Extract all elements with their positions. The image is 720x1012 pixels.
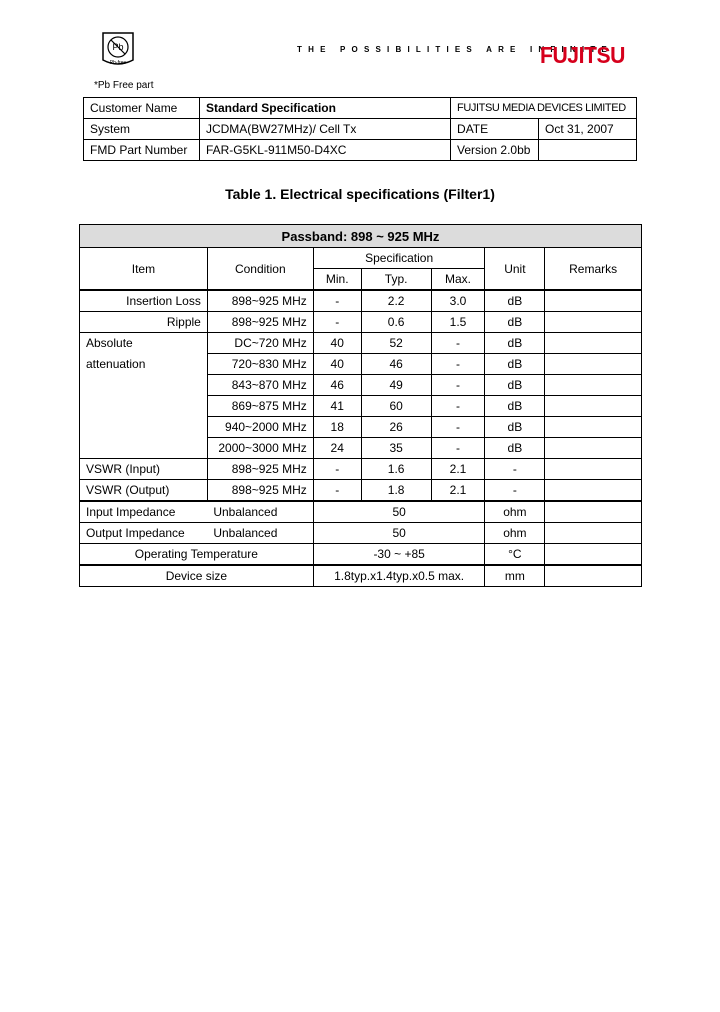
row-item: Insertion Loss xyxy=(80,290,208,312)
output-impedance-value: 50 xyxy=(313,523,485,544)
table-row xyxy=(80,375,642,396)
row-remarks xyxy=(545,565,642,587)
output-impedance-label: Output Impedance xyxy=(80,523,208,544)
header-typ: Typ. xyxy=(361,269,431,291)
row-unit: dB xyxy=(485,396,545,417)
version: Version 2.0bb xyxy=(451,140,539,161)
row-min: 24 xyxy=(313,438,361,459)
row-min: 40 xyxy=(313,333,361,354)
row-item: VSWR (Output) xyxy=(80,480,208,502)
part-value: FAR-G5KL-911M50-D4XC xyxy=(199,140,450,161)
pb-symbol-caption: Pb-free xyxy=(109,60,127,66)
row-unit: dB xyxy=(485,290,545,312)
row-remarks xyxy=(545,375,642,396)
row-remarks xyxy=(545,290,642,312)
header-remarks: Remarks xyxy=(545,248,642,291)
row-typ: 49 xyxy=(361,375,431,396)
pb-free-icon xyxy=(100,30,136,70)
row-condition: 2000~3000 MHz xyxy=(207,438,313,459)
pb-symbol-text: Pb xyxy=(112,42,124,52)
row-remarks xyxy=(545,417,642,438)
part-label: FMD Part Number xyxy=(84,140,200,161)
input-impedance-value: 50 xyxy=(313,501,485,523)
row-item: Ripple xyxy=(80,312,208,333)
row-unit: dB xyxy=(485,312,545,333)
electrical-spec-table xyxy=(79,224,642,587)
info-row-customer xyxy=(84,98,637,119)
table-row xyxy=(80,396,642,417)
row-remarks xyxy=(545,523,642,544)
device-size-value: 1.8typ.x1.4typ.x0.5 max. xyxy=(313,565,485,587)
fujitsu-logo: FUJITSU xyxy=(540,42,625,68)
row-item xyxy=(80,375,208,396)
row-max: 2.1 xyxy=(431,459,485,480)
pb-free-note: *Pb Free part xyxy=(94,80,154,91)
table-row xyxy=(80,354,642,375)
info-empty-cell xyxy=(539,140,637,161)
passband-row xyxy=(80,225,642,248)
table-row xyxy=(80,459,642,480)
row-min: - xyxy=(313,459,361,480)
row-item xyxy=(80,396,208,417)
row-max: 3.0 xyxy=(431,290,485,312)
row-unit: dB xyxy=(485,417,545,438)
row-condition: 843~870 MHz xyxy=(207,375,313,396)
row-unit: dB xyxy=(485,438,545,459)
document-info-table xyxy=(83,97,637,161)
row-typ: 46 xyxy=(361,354,431,375)
row-typ: 1.6 xyxy=(361,459,431,480)
row-remarks xyxy=(545,354,642,375)
row-condition: 898~925 MHz xyxy=(207,480,313,502)
row-min: 46 xyxy=(313,375,361,396)
operating-temperature-label: Operating Temperature xyxy=(80,544,314,566)
row-max: - xyxy=(431,438,485,459)
row-unit: - xyxy=(485,459,545,480)
row-condition: 940~2000 MHz xyxy=(207,417,313,438)
customer-value: Standard Specification xyxy=(199,98,450,119)
tagline: THE POSSIBILITIES ARE INFINITE xyxy=(297,45,613,54)
header-min: Min. xyxy=(313,269,361,291)
row-condition: 720~830 MHz xyxy=(207,354,313,375)
header-item: Item xyxy=(80,248,208,291)
row-unit: dB xyxy=(485,333,545,354)
row-item: VSWR (Input) xyxy=(80,459,208,480)
customer-label: Customer Name xyxy=(84,98,200,119)
device-size-label: Device size xyxy=(80,565,314,587)
row-condition: 898~925 MHz xyxy=(207,290,313,312)
row-min: 40 xyxy=(313,354,361,375)
device-size-row xyxy=(80,565,642,587)
header-max: Max. xyxy=(431,269,485,291)
info-row-system xyxy=(84,119,637,140)
row-min: - xyxy=(313,290,361,312)
operating-temperature-row xyxy=(80,544,642,566)
table-row xyxy=(80,290,642,312)
input-impedance-unit: ohm xyxy=(485,501,545,523)
row-remarks xyxy=(545,333,642,354)
row-remarks xyxy=(545,480,642,502)
row-unit: dB xyxy=(485,375,545,396)
header-specification: Specification xyxy=(313,248,485,269)
output-impedance-row xyxy=(80,523,642,544)
device-size-unit: mm xyxy=(485,565,545,587)
row-condition: 898~925 MHz xyxy=(207,459,313,480)
row-typ: 60 xyxy=(361,396,431,417)
system-value: JCDMA(BW27MHz)/ Cell Tx xyxy=(199,119,450,140)
table-row xyxy=(80,417,642,438)
passband-header: Passband: 898 ~ 925 MHz xyxy=(80,225,642,248)
row-unit: dB xyxy=(485,354,545,375)
table-row xyxy=(80,333,642,354)
header-condition: Condition xyxy=(207,248,313,291)
row-item xyxy=(80,438,208,459)
company-name: FUJITSU MEDIA DEVICES LIMITED xyxy=(451,98,637,119)
date-label: DATE xyxy=(451,119,539,140)
row-typ: 35 xyxy=(361,438,431,459)
row-item xyxy=(80,417,208,438)
row-max: 1.5 xyxy=(431,312,485,333)
row-min: - xyxy=(313,312,361,333)
row-min: 41 xyxy=(313,396,361,417)
row-max: - xyxy=(431,375,485,396)
table-row xyxy=(80,480,642,502)
row-typ: 2.2 xyxy=(361,290,431,312)
table-row xyxy=(80,312,642,333)
header-unit: Unit xyxy=(485,248,545,291)
pb-free-logo xyxy=(92,30,144,70)
row-max: - xyxy=(431,396,485,417)
row-min: - xyxy=(313,480,361,502)
row-remarks xyxy=(545,312,642,333)
table-title: Table 1. Electrical specifications (Filter1) xyxy=(225,186,495,202)
output-impedance-condition: Unbalanced xyxy=(207,523,313,544)
row-item: attenuation xyxy=(80,354,208,375)
row-min: 18 xyxy=(313,417,361,438)
table-row xyxy=(80,438,642,459)
row-max: - xyxy=(431,354,485,375)
row-typ: 1.8 xyxy=(361,480,431,502)
row-unit: - xyxy=(485,480,545,502)
input-impedance-condition: Unbalanced xyxy=(207,501,313,523)
info-row-part xyxy=(84,140,637,161)
row-remarks xyxy=(545,544,642,566)
input-impedance-row xyxy=(80,501,642,523)
row-item: Absolute xyxy=(80,333,208,354)
row-typ: 0.6 xyxy=(361,312,431,333)
row-max: - xyxy=(431,417,485,438)
row-max: 2.1 xyxy=(431,480,485,502)
output-impedance-unit: ohm xyxy=(485,523,545,544)
row-condition: 898~925 MHz xyxy=(207,312,313,333)
input-impedance-label: Input Impedance xyxy=(80,501,208,523)
row-condition: 869~875 MHz xyxy=(207,396,313,417)
row-remarks xyxy=(545,459,642,480)
row-remarks xyxy=(545,501,642,523)
row-condition: DC~720 MHz xyxy=(207,333,313,354)
date-value: Oct 31, 2007 xyxy=(539,119,637,140)
operating-temperature-unit: °C xyxy=(485,544,545,566)
row-remarks xyxy=(545,396,642,417)
row-remarks xyxy=(545,438,642,459)
operating-temperature-value: -30 ~ +85 xyxy=(313,544,485,566)
row-max: - xyxy=(431,333,485,354)
header-row xyxy=(80,248,642,269)
row-typ: 26 xyxy=(361,417,431,438)
row-typ: 52 xyxy=(361,333,431,354)
system-label: System xyxy=(84,119,200,140)
